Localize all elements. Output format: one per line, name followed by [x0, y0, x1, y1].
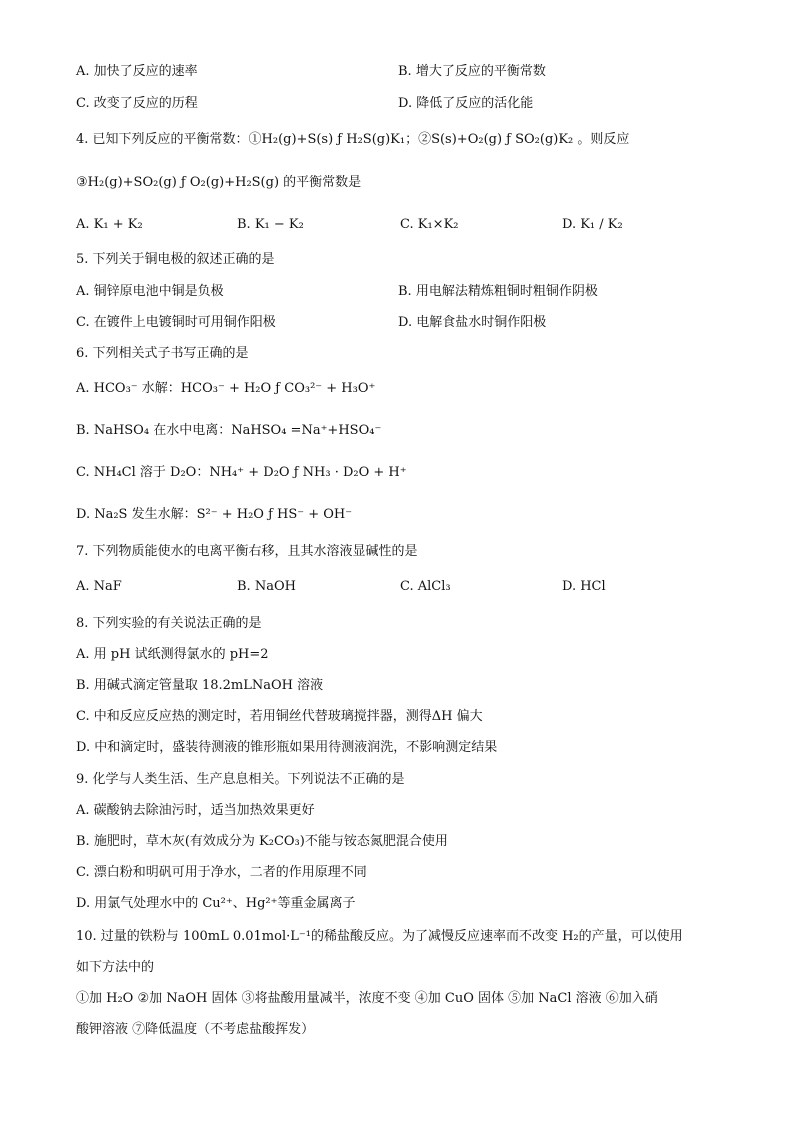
q9-stem: 9. 化学与人类生活、生产息息相关。下列说法不正确的是 — [76, 772, 405, 787]
q4-option-c: C. K₁×K₂ — [400, 217, 459, 232]
q9-option-c: C. 漂白粉和明矾可用于净水，二者的作用原理不同 — [76, 865, 367, 880]
q5-option-a: A. 铜锌原电池中铜是负极 — [76, 284, 224, 299]
q8-option-d: D. 中和滴定时，盛装待测液的锥形瓶如果用待测液润洗，不影响测定结果 — [76, 740, 498, 755]
q7-option-c: C. AlCl₃ — [400, 579, 451, 594]
q3-option-d: D. 降低了反应的活化能 — [398, 96, 534, 111]
q4-stem-line-1: 4. 已知下列反应的平衡常数：①H₂(g)+S(s) ƒ H₂S(g)K₁；②S(s)+O₂(g) ƒ SO₂(g)K₂ 。则反应 — [76, 132, 630, 147]
q7-option-b: B. NaOH — [237, 579, 296, 594]
q3-option-c: C. 改变了反应的历程 — [76, 96, 198, 111]
q8-stem: 8. 下列实验的有关说法正确的是 — [76, 616, 262, 631]
q4-stem-line-2: ③H₂(g)+SO₂(g) ƒ O₂(g)+H₂S(g) 的平衡常数是 — [76, 175, 362, 190]
q8-option-b: B. 用碱式滴定管量取 18.2mLNaOH 溶液 — [76, 678, 324, 693]
q9-option-d: D. 用氯气处理水中的 Cu²⁺、Hg²⁺等重金属离子 — [76, 896, 356, 911]
q6-option-a: A. HCO₃⁻ 水解：HCO₃⁻ + H₂O ƒ CO₃²⁻ + H₃O⁺ — [76, 381, 376, 396]
q6-option-d: D. Na₂S 发生水解：S²⁻ + H₂O ƒ HS⁻ + OH⁻ — [76, 507, 353, 522]
q6-stem: 6. 下列相关式子书写正确的是 — [76, 346, 249, 361]
q6-option-c: C. NH₄Cl 溶于 D₂O：NH₄⁺ + D₂O ƒ NH₃ · D₂O + H⁺ — [76, 465, 407, 480]
q3-option-a: A. 加快了反应的速率 — [76, 64, 198, 79]
q5-stem: 5. 下列关于铜电极的叙述正确的是 — [76, 252, 275, 267]
q9-option-a: A. 碳酸钠去除油污时，适当加热效果更好 — [76, 803, 315, 818]
q8-option-a: A. 用 pH 试纸测得氯水的 pH=2 — [76, 647, 269, 662]
q4-option-b: B. K₁ − K₂ — [237, 217, 304, 232]
q10-methods-line-2: 酸钾溶液 ⑦降低温度（不考虑盐酸挥发） — [76, 1022, 315, 1037]
q10-methods-line-1: ①加 H₂O ②加 NaOH 固体 ③将盐酸用量减半，浓度不变 ④加 CuO 固体 ⑤加 NaCl 溶液 ⑥加入硝 — [76, 991, 658, 1006]
q3-option-b: B. 增大了反应的平衡常数 — [398, 64, 546, 79]
q4-option-d: D. K₁ / K₂ — [562, 217, 623, 232]
q7-stem: 7. 下列物质能使水的电离平衡右移，且其水溶液显碱性的是 — [76, 544, 418, 559]
q7-option-a: A. NaF — [76, 579, 122, 594]
q8-option-c: C. 中和反应反应热的测定时，若用铜丝代替玻璃搅拌器，测得ΔH 偏大 — [76, 709, 483, 724]
q7-option-d: D. HCl — [562, 579, 606, 594]
q10-stem-line-1: 10. 过量的铁粉与 100mL 0.01mol·L⁻¹的稀盐酸反应。为了减慢反应速率而不改变 H₂的产量，可以使用 — [76, 929, 683, 944]
q6-option-b: B. NaHSO₄ 在水中电离：NaHSO₄ =Na⁺+HSO₄⁻ — [76, 423, 382, 438]
q4-option-a: A. K₁ + K₂ — [76, 217, 143, 232]
q5-option-d: D. 电解食盐水时铜作阳极 — [398, 315, 547, 330]
q10-stem-line-2: 如下方法中的 — [76, 960, 155, 975]
q9-option-b: B. 施肥时，草木灰(有效成分为 K₂CO₃)不能与铵态氮肥混合使用 — [76, 834, 448, 849]
q5-option-b: B. 用电解法精炼粗铜时粗铜作阴极 — [398, 284, 598, 299]
q5-option-c: C. 在镀件上电镀铜时可用铜作阳极 — [76, 315, 276, 330]
